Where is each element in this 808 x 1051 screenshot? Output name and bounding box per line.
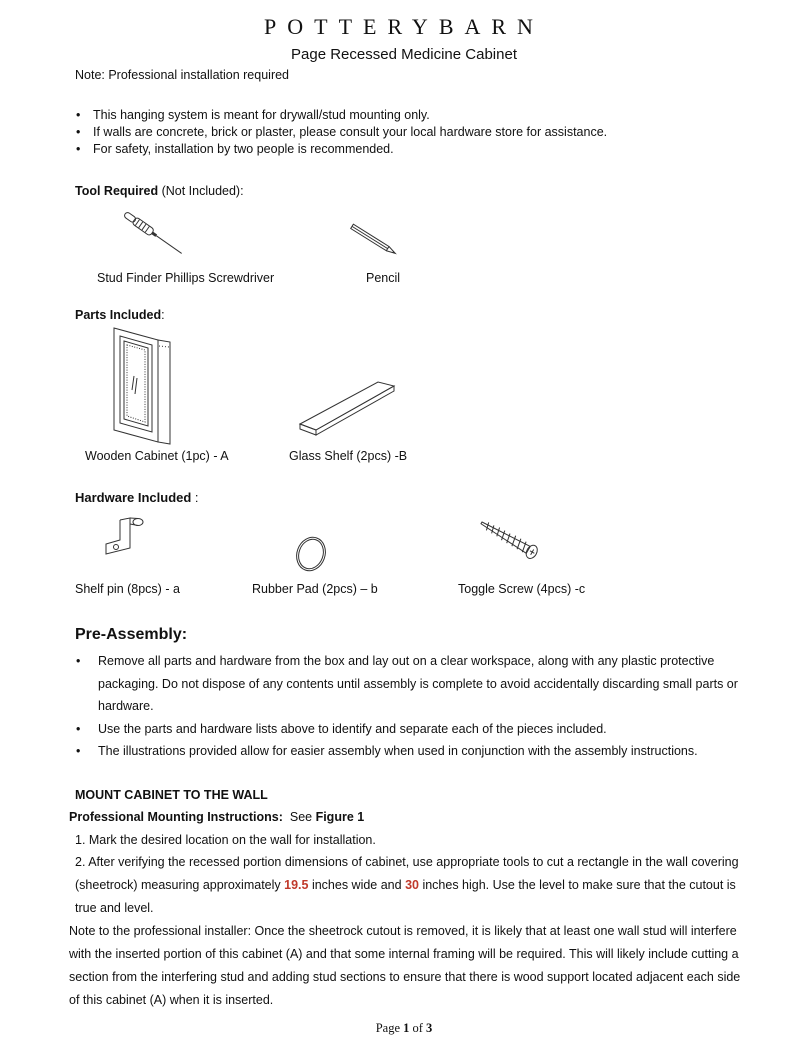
part-label: Glass Shelf (2pcs) -B [289, 449, 408, 463]
installer-note: Note to the professional installer: Once the sheetrock cutout is removed, it is likely that at least one wall stud will interfere with the inserted portion of this cabinet (A) and that some internal framing will be required. This will likely include cutting a section from the interfering stud and adding stud sections to ensure that there is wood support located adjacent each side of this cabinet (A) when it is inserted. [69, 924, 741, 1007]
height-value: 30 [405, 878, 419, 892]
tool-label: Pencil [366, 271, 401, 285]
pencil-icon [350, 223, 410, 263]
mount-heading: MOUNT CABINET TO THE WALL [75, 788, 268, 802]
tool-label: Stud Finder Phillips Screwdriver [97, 271, 275, 285]
list-item: • Use the parts and hardware lists above to identify and separate each of the pieces included. [75, 718, 775, 741]
hardware-label: Shelf pin (8pcs) - a [75, 582, 180, 596]
step-2: 2. After verifying the recessed portion dimensions of cabinet, use appropriate tools to cut a rectangle in the wall covering (sheetrock) measuring approximately 19.5 inches wide and 30 inches high. Use the level to make sure that the cutout is true and level. [75, 855, 739, 915]
document-title: Page Recessed Medicine Cabinet [291, 46, 517, 63]
shelf-pin-icon [100, 514, 148, 558]
cabinet-icon [112, 326, 176, 444]
page-number: Page 1 of 3 [375, 1021, 433, 1035]
pre-assembly-heading: Pre-Assembly: [75, 626, 188, 643]
glass-shelf-icon [296, 380, 400, 442]
screwdriver-icon [118, 212, 198, 262]
toggle-screw-icon [478, 518, 554, 562]
list-item: • For safety, installation by two people is recommended. [75, 141, 607, 158]
step-1: 1. Mark the desired location on the wall for installation. [75, 833, 376, 847]
brand-logo: POTTERYBARN [264, 14, 544, 39]
part-label: Wooden Cabinet (1pc) - A [85, 449, 229, 463]
hardware-heading: Hardware Included : [75, 490, 199, 505]
list-item: • Remove all parts and hardware from the box and lay out on a clear workspace, along with any plastic protective packaging. Do not dispose of any contents until assembly is complete to avoid accidentally discarding small parts or hardware. [75, 650, 775, 718]
list-item: • This hanging system is meant for drywall/stud mounting only. [75, 107, 607, 124]
pre-assembly-list [75, 650, 775, 763]
intro-bullet-list [75, 107, 607, 158]
width-value: 19.5 [284, 878, 309, 892]
tools-heading: Tool Required (Not Included): [75, 184, 244, 198]
installation-note: Note: Professional installation required [75, 68, 290, 82]
list-item: • The illustrations provided allow for easier assembly when used in conjunction with the assembly instructions. [75, 740, 775, 763]
hardware-label: Rubber Pad (2pcs) – b [252, 582, 378, 596]
mounting-subheading: Professional Mounting Instructions: See Figure 1 [69, 810, 365, 824]
list-item: • If walls are concrete, brick or plaster, please consult your local hardware store for assistance. [75, 124, 607, 141]
hardware-label: Toggle Screw (4pcs) -c [458, 582, 586, 596]
rubber-pad-icon [294, 535, 330, 575]
parts-heading: Parts Included: [75, 308, 165, 322]
